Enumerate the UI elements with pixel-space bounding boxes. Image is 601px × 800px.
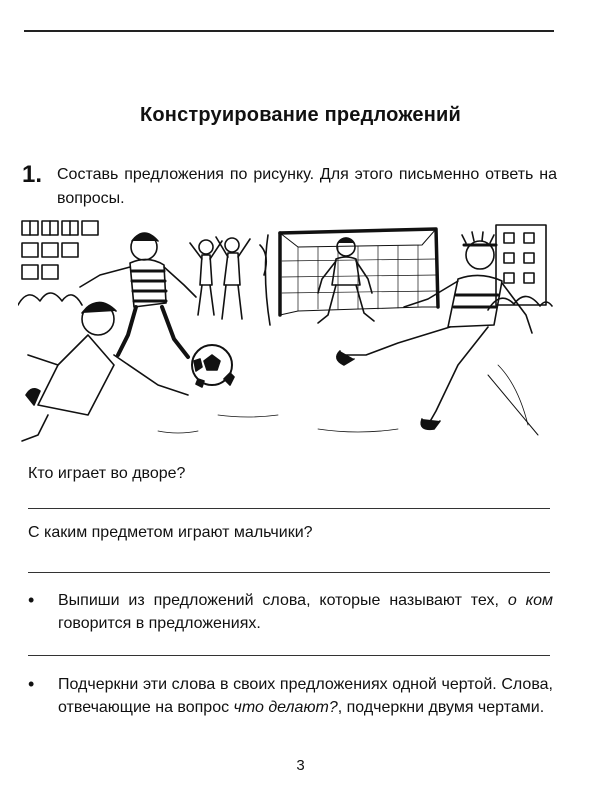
background-kids — [190, 237, 250, 319]
building-right — [496, 225, 546, 305]
answer-line[interactable] — [28, 508, 550, 509]
bullet-italic-phrase: что делают? — [233, 699, 338, 716]
bullet-text-part: Выпиши из предложений слова, которые называют тех, — [58, 592, 508, 609]
task-1 — [22, 163, 557, 211]
bullet-icon: • — [28, 590, 35, 610]
question-object: С каким предметом играют мальчики? — [28, 524, 313, 541]
bullet-task-2 — [28, 673, 553, 719]
bullet-icon: • — [28, 674, 35, 694]
top-rule — [24, 30, 554, 32]
boy-headband — [337, 232, 532, 429]
bullet-italic-phrase: о ком — [507, 592, 554, 609]
bullet-text-part: , подчеркни двумя чертами. — [337, 699, 545, 716]
bullet-text-part: говорится в предложениях. — [58, 615, 261, 632]
answer-line[interactable] — [28, 572, 550, 573]
page-title: Конструирование предложений — [139, 104, 462, 126]
football-illustration — [18, 215, 553, 445]
task-number: 1. — [22, 161, 43, 188]
goal — [280, 229, 438, 315]
answer-line[interactable] — [28, 655, 550, 656]
bullet-task-1 — [28, 589, 553, 635]
soccer-ball — [192, 345, 234, 387]
task-instruction: Составь предложения по рисунку. Для этого письменно ответь на вопросы. — [57, 166, 557, 207]
building-left — [22, 221, 98, 279]
bullet-text-part: Подчеркни эти слова в своих предложениях одной чертой. Слова, отвечающие на вопрос — [58, 676, 553, 716]
boy-striped-shirt — [80, 233, 196, 357]
question-who: Кто играет во дворе? — [28, 465, 186, 482]
page-number: 3 — [296, 757, 305, 774]
boy-fallen — [22, 302, 188, 441]
